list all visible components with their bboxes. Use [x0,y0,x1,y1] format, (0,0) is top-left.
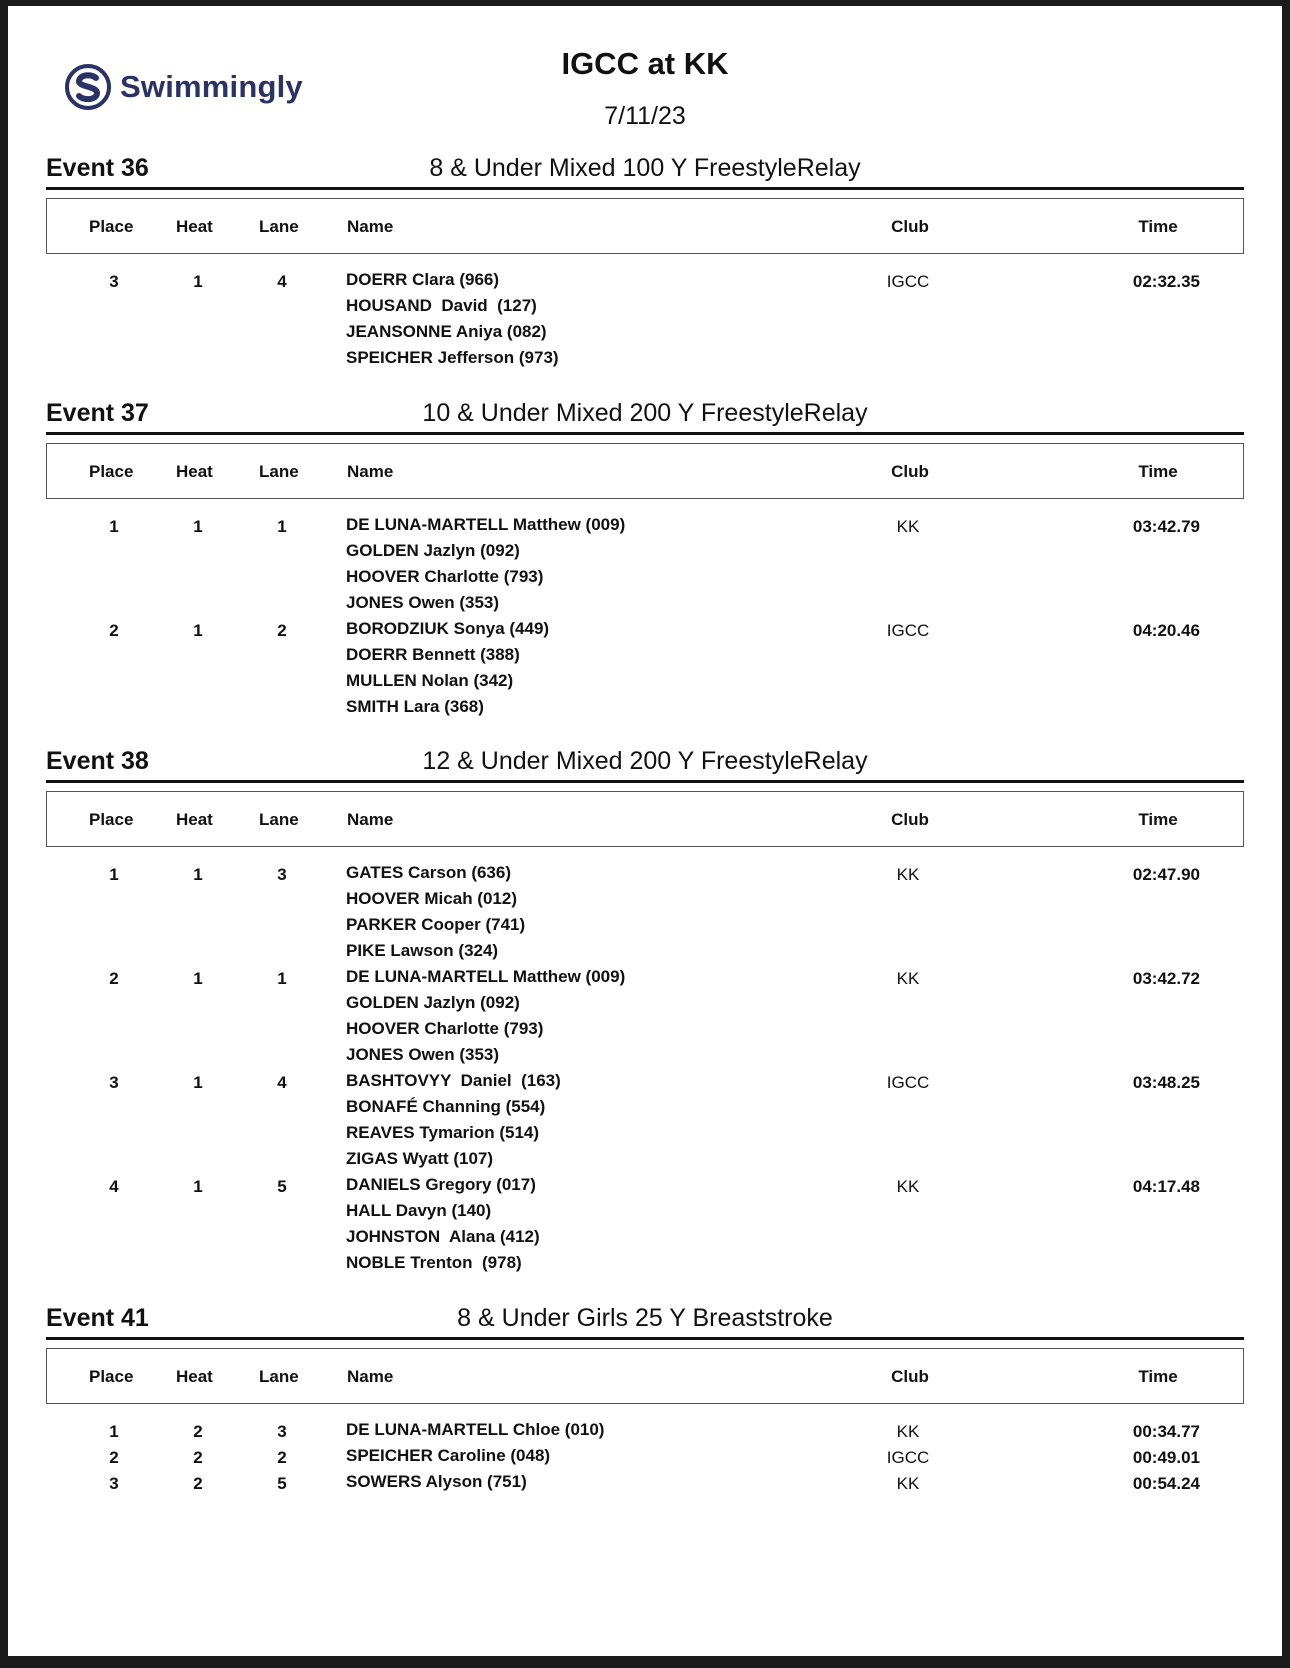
column-header-lane: Lane [259,1367,299,1386]
result-time: 00:34.77 [1132,1422,1200,1441]
column-header-club: Club [891,217,929,236]
result-club: IGCC [886,621,930,640]
result-place: 3 [109,1474,119,1493]
swimmer-name: PARKER Cooper (741) [346,915,526,934]
event-number: Event 38 [46,747,149,775]
result-place: 1 [109,865,119,884]
result-time: 03:42.72 [1132,969,1200,988]
result-heat: 1 [193,272,203,291]
column-header-club: Club [891,1367,929,1386]
swimmer-names [346,1469,1290,1495]
swimmer-name: SPEICHER Caroline (048) [346,1446,551,1465]
result-heat: 1 [193,517,203,536]
results-list [46,517,1244,725]
results-list [46,272,1244,376]
column-header-row [46,198,1244,254]
event-name: 8 & Under Girls 25 Y Breaststroke [457,1304,833,1332]
event-section [46,153,1244,376]
result-heat: 1 [193,865,203,884]
swimmer-name: HOUSAND David (127) [346,296,537,315]
result-row [46,1073,1244,1177]
event-name: 8 & Under Mixed 100 Y FreestyleRelay [429,154,861,182]
result-row [46,1474,1244,1500]
result-club: KK [896,1422,920,1441]
result-time: 02:32.35 [1132,272,1200,291]
event-name: 12 & Under Mixed 200 Y FreestyleRelay [422,747,868,775]
result-row [46,517,1244,621]
column-header-name: Name [347,217,394,236]
swimmer-name: GOLDEN Jazlyn (092) [346,541,520,560]
result-heat: 1 [193,969,203,988]
result-heat: 2 [193,1448,203,1467]
event-number: Event 41 [46,1304,149,1332]
result-lane: 2 [277,621,287,640]
column-header-place: Place [89,1367,134,1386]
column-header-lane: Lane [259,217,299,236]
result-place: 2 [109,969,119,988]
column-header-lane: Lane [259,462,299,481]
swimmer-name: NOBLE Trenton (978) [346,1253,522,1272]
event-header [46,1303,1244,1340]
swimmer-names [346,512,1290,616]
result-lane: 3 [277,865,287,884]
result-lane: 2 [277,1448,287,1467]
result-place: 1 [109,517,119,536]
result-club: IGCC [886,1073,930,1092]
event-header [46,746,1244,783]
swimmer-names [346,1172,1290,1276]
result-club: KK [896,969,920,988]
meet-title: IGCC at KK [561,46,729,81]
result-lane: 1 [277,969,287,988]
swimmer-name: HOOVER Micah (012) [346,889,517,908]
swimmer-names [346,964,1290,1068]
column-header-row [46,443,1244,499]
brand-name: Swimmingly [120,69,303,104]
swimmer-name: GATES Carson (636) [346,863,512,882]
result-place: 2 [109,621,119,640]
column-header-time: Time [1138,810,1178,829]
column-header-name: Name [347,462,394,481]
result-lane: 5 [277,1474,287,1493]
result-time: 00:49.01 [1132,1448,1200,1467]
column-header-place: Place [89,810,134,829]
swimmer-name: PIKE Lawson (324) [346,941,499,960]
swimmer-names [346,1417,1290,1443]
event-header [46,398,1244,435]
result-row [46,865,1244,969]
result-heat: 2 [193,1474,203,1493]
result-time: 02:47.90 [1132,865,1200,884]
column-header-heat: Heat [176,1367,213,1386]
event-number: Event 37 [46,399,149,427]
result-heat: 1 [193,1073,203,1092]
swimmer-name: MULLEN Nolan (342) [346,671,514,690]
result-club: KK [896,1474,920,1493]
column-header-heat: Heat [176,217,213,236]
result-club: IGCC [886,272,930,291]
event-number: Event 36 [46,154,149,182]
swimmer-name: ZIGAS Wyatt (107) [346,1149,494,1168]
result-lane: 1 [277,517,287,536]
column-header-name: Name [347,1367,394,1386]
event-section [46,746,1244,1281]
result-time: 04:20.46 [1132,621,1200,640]
results-list [46,1422,1244,1500]
swimmer-name: JONES Owen (353) [346,593,500,612]
column-header-time: Time [1138,462,1178,481]
column-header-row [46,1348,1244,1404]
swimmer-name: SPEICHER Jefferson (973) [346,348,559,367]
results-list [46,865,1244,1281]
swimmer-names [346,267,1290,371]
column-header-time: Time [1138,1367,1178,1386]
column-header-place: Place [89,217,134,236]
result-time: 03:48.25 [1132,1073,1200,1092]
swimmer-name: DE LUNA-MARTELL Chloe (010) [346,1420,605,1439]
swimmer-name: BORODZIUK Sonya (449) [346,619,550,638]
column-header-time: Time [1138,217,1178,236]
swimmer-name: HOOVER Charlotte (793) [346,567,544,586]
swimmer-name: DANIELS Gregory (017) [346,1175,536,1194]
result-heat: 1 [193,621,203,640]
swimmer-names [346,1443,1290,1469]
result-lane: 4 [277,1073,287,1092]
result-lane: 5 [277,1177,287,1196]
result-heat: 2 [193,1422,203,1441]
swimmer-name: SMITH Lara (368) [346,697,484,716]
column-header-name: Name [347,810,394,829]
result-row [46,1177,1244,1281]
result-row [46,969,1244,1073]
swimmer-name: DOERR Bennett (388) [346,645,520,664]
swimmer-names [346,860,1290,964]
result-row [46,621,1244,725]
swimmer-name: BASHTOVYY Daniel (163) [346,1071,561,1090]
swimmer-names [346,616,1290,720]
result-lane: 3 [277,1422,287,1441]
result-place: 4 [109,1177,119,1196]
column-header-club: Club [891,462,929,481]
swimmer-name: HOOVER Charlotte (793) [346,1019,544,1038]
swimmer-name: HALL Davyn (140) [346,1201,492,1220]
swimmer-name: BONAFÉ Channing (554) [346,1097,546,1116]
swimmer-name: REAVES Tymarion (514) [346,1123,540,1142]
column-header-club: Club [891,810,929,829]
result-club: IGCC [886,1448,930,1467]
result-time: 03:42.79 [1132,517,1200,536]
column-header-heat: Heat [176,462,213,481]
result-club: KK [896,517,920,536]
result-time: 00:54.24 [1132,1474,1200,1493]
result-time: 04:17.48 [1132,1177,1200,1196]
swimmer-name: JOHNSTON Alana (412) [346,1227,540,1246]
results-page [8,6,1282,1656]
result-club: KK [896,865,920,884]
result-lane: 4 [277,272,287,291]
swimmer-name: JONES Owen (353) [346,1045,500,1064]
column-header-lane: Lane [259,810,299,829]
swimmer-names [346,1068,1290,1172]
result-place: 3 [109,272,119,291]
column-header-place: Place [89,462,134,481]
column-header-heat: Heat [176,810,213,829]
result-row [46,272,1244,376]
meet-date: 7/11/23 [604,102,686,130]
result-place: 1 [109,1422,119,1441]
event-section [46,1303,1244,1500]
swimmer-name: SOWERS Alyson (751) [346,1472,527,1491]
result-place: 3 [109,1073,119,1092]
event-section [46,398,1244,725]
result-place: 2 [109,1448,119,1467]
column-header-row [46,791,1244,847]
swimmer-name: DOERR Clara (966) [346,270,500,289]
swimmer-name: DE LUNA-MARTELL Matthew (009) [346,967,626,986]
result-club: KK [896,1177,920,1196]
event-header [46,153,1244,190]
swimmer-name: DE LUNA-MARTELL Matthew (009) [346,515,626,534]
result-heat: 1 [193,1177,203,1196]
swimmer-name: GOLDEN Jazlyn (092) [346,993,520,1012]
swimmer-name: JEANSONNE Aniya (082) [346,322,547,341]
event-name: 10 & Under Mixed 200 Y FreestyleRelay [422,399,868,427]
